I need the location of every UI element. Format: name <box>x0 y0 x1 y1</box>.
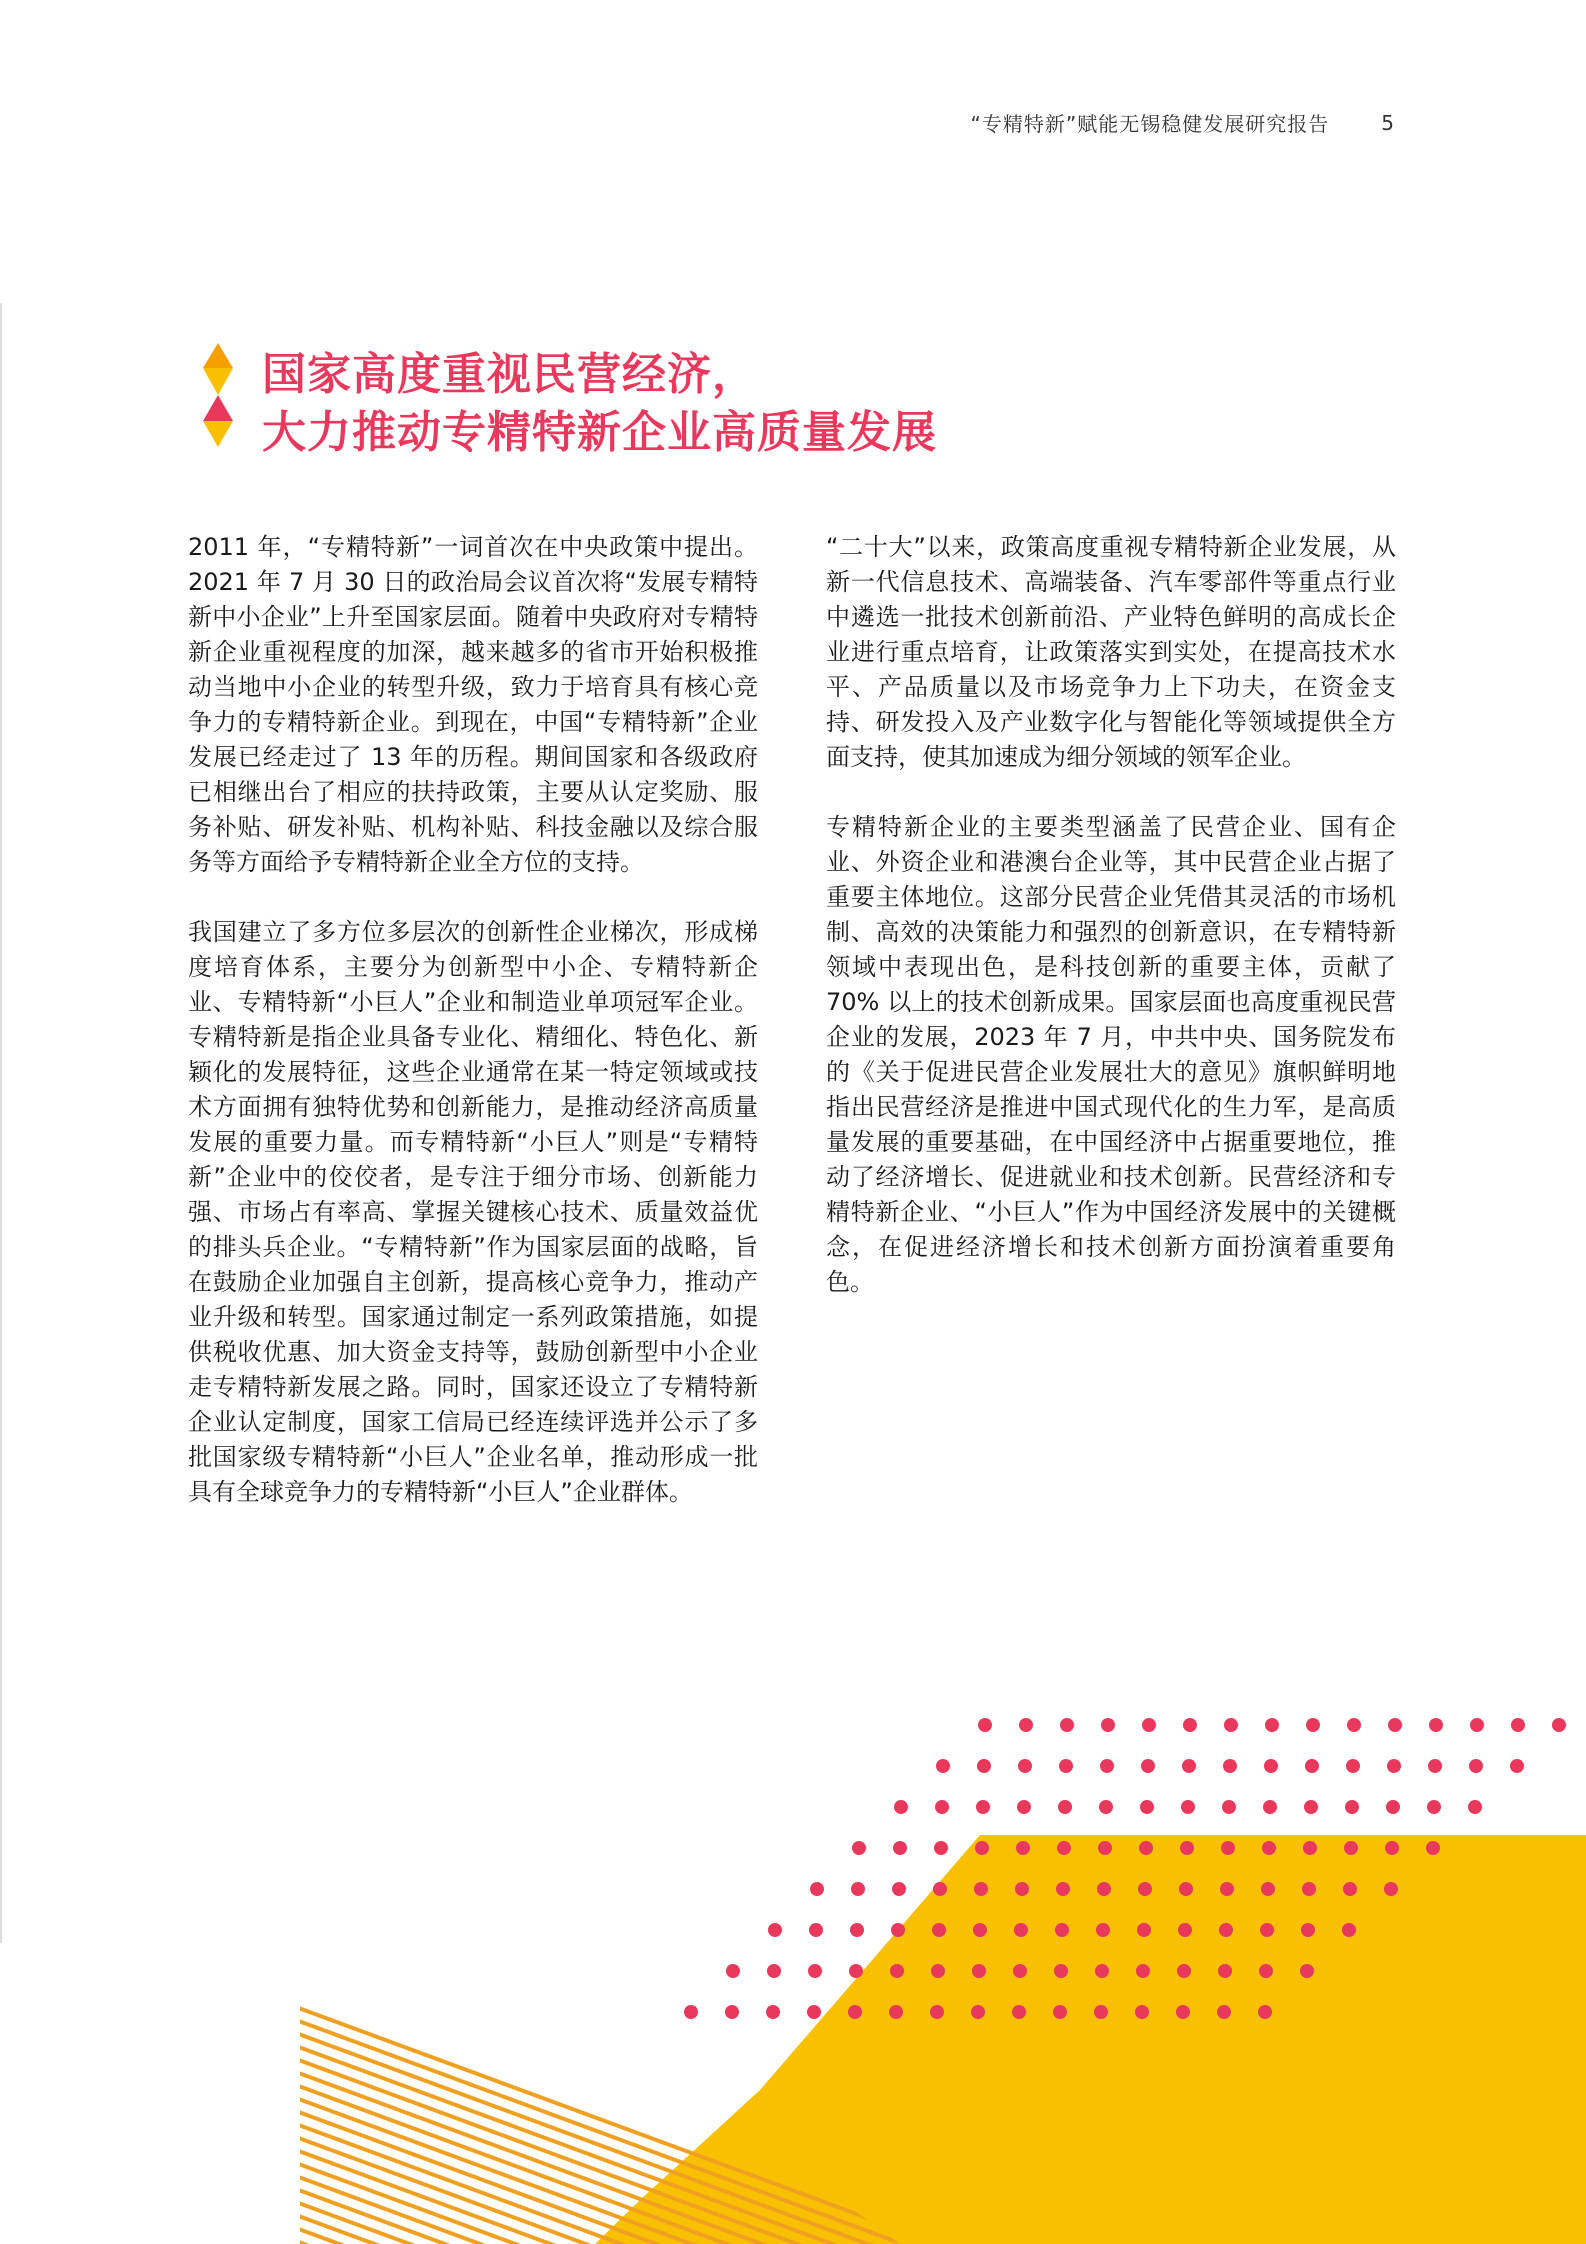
dot <box>1019 1718 1033 1732</box>
dot <box>1300 1964 1314 1978</box>
dot <box>1142 1718 1156 1732</box>
dot <box>971 2005 985 2019</box>
dot <box>766 2005 780 2019</box>
dot <box>933 1882 947 1896</box>
dot <box>893 1841 907 1855</box>
dot <box>1139 1841 1153 1855</box>
dot <box>973 1923 987 1937</box>
dot <box>1219 1923 1233 1937</box>
dot <box>1427 1800 1441 1814</box>
dot <box>1015 1882 1029 1896</box>
dot <box>810 1882 824 1896</box>
dot <box>767 1964 781 1978</box>
dot <box>768 1923 782 1937</box>
dot <box>1176 2005 1190 2019</box>
dot <box>1178 1923 1192 1937</box>
dot <box>1177 1964 1191 1978</box>
yellow-shape <box>595 1835 1586 2244</box>
dot <box>1345 1800 1359 1814</box>
dot <box>851 1882 865 1896</box>
dot <box>1301 1923 1315 1937</box>
dot <box>930 2005 944 2019</box>
dot <box>726 1964 740 1978</box>
dot <box>1262 1841 1276 1855</box>
dot <box>1223 1759 1237 1773</box>
dot <box>1057 1841 1071 1855</box>
dot <box>890 1964 904 1978</box>
dot <box>1428 1759 1442 1773</box>
dot <box>1260 1923 1274 1937</box>
dot <box>1056 1882 1070 1896</box>
dot <box>807 2005 821 2019</box>
dot <box>1303 1841 1317 1855</box>
dot <box>1099 1800 1113 1814</box>
section-title-line1: 国家高度重视民营经济， <box>262 349 757 400</box>
dot <box>894 1800 908 1814</box>
dot <box>1180 1841 1194 1855</box>
dot <box>978 1718 992 1732</box>
paragraph: 我国建立了多方位多层次的创新性企业梯次，形成梯度培育体系，主要分为创新型中小企、专精特新企业、专精特新“小巨人”企业和制造业单项冠军企业。专精特新是指企业具备专业化、精细化、特色化、新颖化的发展特征，这些企业通常在某一特定领域或技术方面拥有独特优势和创新能力，是推动经济高质量发展的重要力量。而专精特新“小巨人”则是“专精特新”企业中的佼佼者，是专注于细分市场、创新能力强、市场占有率高、掌握关键核心技术、质量效益优的排头兵企业。“专精特新”作为国家层面的战略，旨在鼓励企业加强自主创新，提高核心竞争力，推动产业升级和转型。国家通过制定一系列政策措施，如提供税收优惠、加大资金支持等，鼓励创新型中小企业走专精特新发展之路。同时，国家还设立了专精特新企业认定制度，国家工信局已经连续评选并公示了多批国家级专精特新“小巨人”企业名单，推动形成一批具有全球竞争力的专精特新“小巨人”企业群体。 <box>188 918 758 1506</box>
dot <box>1058 1800 1072 1814</box>
dot <box>889 2005 903 2019</box>
dot <box>1221 1841 1235 1855</box>
dot <box>1306 1718 1320 1732</box>
dot <box>1429 1718 1443 1732</box>
dot <box>1469 1759 1483 1773</box>
dot <box>1100 1759 1114 1773</box>
dot <box>1218 1964 1232 1978</box>
report-title: “专精特新”赋能无锡稳健发展研究报告 <box>970 112 1330 136</box>
dot <box>1014 1923 1028 1937</box>
dot <box>852 1841 866 1855</box>
dot <box>1017 1800 1031 1814</box>
dot <box>1222 1800 1236 1814</box>
dot <box>808 1964 822 1978</box>
paragraph: 专精特新企业的主要类型涵盖了民营企业、国有企业、外资企业和港澳台企业等，其中民营企业占据了重要主体地位。这部分民营企业凭借其灵活的市场机制、高效的决策能力和强烈的创新意识，在专精特新领域中表现出色，是科技创新的重要主体，贡献了 70% 以上的技术创新成果。国家层面也高度重视民营企业的发展，2023 年 7 月，中共中央、国务院发布的《关于促进民营企业发展壮大的意见》旗帜鲜明地指出民营经济是推进中国式现代化的生力军，是高质量发展的重要基础，在中国经济中占据重要地位，推动了经济增长、促进就业和技术创新。民营经济和专精特新企业、“小巨人”作为中国经济发展中的关键概念，在促进经济增长和技术创新方面扮演着重要角色。 <box>826 813 1396 1296</box>
dot <box>1018 1759 1032 1773</box>
dot <box>1388 1718 1402 1732</box>
dot <box>1060 1718 1074 1732</box>
dot <box>1258 2005 1272 2019</box>
dot <box>725 2005 739 2019</box>
dot <box>1053 2005 1067 2019</box>
dot <box>1137 1923 1151 1937</box>
dot <box>1138 1882 1152 1896</box>
dot <box>977 1759 991 1773</box>
paragraph: “二十大”以来，政策高度重视专精特新企业发展，从新一代信息技术、高端装备、汽车零部件等重点行业中遴选一批技术创新前沿、产业特色鲜明的高成长企业进行重点培育，让政策落实到实处，在提高技术水平、产品质量以及市场竞争力上下功夫，在资金支持、研发投入及产业数字化与智能化等领域提供全方面支持，使其加速成为细分领域的领军企业。 <box>826 533 1396 771</box>
dot <box>1016 1841 1030 1855</box>
dot <box>1386 1800 1400 1814</box>
dot <box>1217 2005 1231 2019</box>
dot <box>1094 2005 1108 2019</box>
dot <box>684 2005 698 2019</box>
dot <box>1224 1718 1238 1732</box>
dot <box>1095 1964 1109 1978</box>
dot <box>1426 1841 1440 1855</box>
dot <box>1182 1759 1196 1773</box>
dot <box>1510 1759 1524 1773</box>
dot <box>1097 1882 1111 1896</box>
dot <box>936 1759 950 1773</box>
dot <box>1346 1759 1360 1773</box>
dot <box>972 1964 986 1978</box>
dot <box>850 1923 864 1937</box>
dot <box>1264 1759 1278 1773</box>
dot <box>1141 1759 1155 1773</box>
dot <box>1385 1841 1399 1855</box>
dot <box>974 1882 988 1896</box>
dot <box>891 1923 905 1937</box>
dot <box>1305 1759 1319 1773</box>
dot <box>1096 1923 1110 1937</box>
dot <box>1183 1718 1197 1732</box>
dot <box>1013 1964 1027 1978</box>
dot <box>1468 1800 1482 1814</box>
dot <box>1135 2005 1149 2019</box>
dot <box>1181 1800 1195 1814</box>
dot <box>1101 1718 1115 1732</box>
dot <box>1220 1882 1234 1896</box>
dot <box>1261 1882 1275 1896</box>
dot <box>935 1800 949 1814</box>
dot <box>1470 1718 1484 1732</box>
section-title-line2: 大力推动专精特新企业高质量发展 <box>262 407 937 458</box>
dot <box>1136 1964 1150 1978</box>
dot <box>931 1964 945 1978</box>
dot <box>1265 1718 1279 1732</box>
dot <box>809 1923 823 1937</box>
dot <box>1304 1800 1318 1814</box>
dot <box>932 1923 946 1937</box>
dot <box>1387 1759 1401 1773</box>
dot <box>1059 1759 1073 1773</box>
dot <box>1342 1923 1356 1937</box>
dot <box>1384 1882 1398 1896</box>
dot <box>1552 1718 1566 1732</box>
dot <box>1179 1882 1193 1896</box>
dot <box>1344 1841 1358 1855</box>
dot <box>1055 1923 1069 1937</box>
dot <box>1343 1882 1357 1896</box>
dot <box>1054 1964 1068 1978</box>
paragraph: 2011 年，“专精特新”一词首次在中央政策中提出。2021 年 7 月 30 日的政治局会议首次将“发展专精特新中小企业”上升至国家层面。随着中央政府对专精特新企业重视程度的加深，越来越多的省市开始积极推动当地中小企业的转型升级，致力于培育具有核心竞争力的专精特新企业。到现在，中国“专精特新”企业发展已经走过了 13 年的历程。期间国家和各级政府已相继出台了相应的扶持政策，主要从认定奖励、服务补贴、研发补贴、机构补贴、科技金融以及综合服务等方面给予专精特新企业全方位的支持。 <box>188 533 758 876</box>
dot <box>1347 1718 1361 1732</box>
dot <box>849 1964 863 1978</box>
dot <box>976 1800 990 1814</box>
dot <box>1140 1800 1154 1814</box>
dot <box>934 1841 948 1855</box>
dot <box>975 1841 989 1855</box>
dot <box>1263 1800 1277 1814</box>
dot <box>892 1882 906 1896</box>
dot <box>848 2005 862 2019</box>
dot <box>1302 1882 1316 1896</box>
dot <box>1098 1841 1112 1855</box>
dot <box>1012 2005 1026 2019</box>
dot <box>1511 1718 1525 1732</box>
page-number: 5 <box>1381 110 1394 135</box>
dot <box>1259 1964 1273 1978</box>
